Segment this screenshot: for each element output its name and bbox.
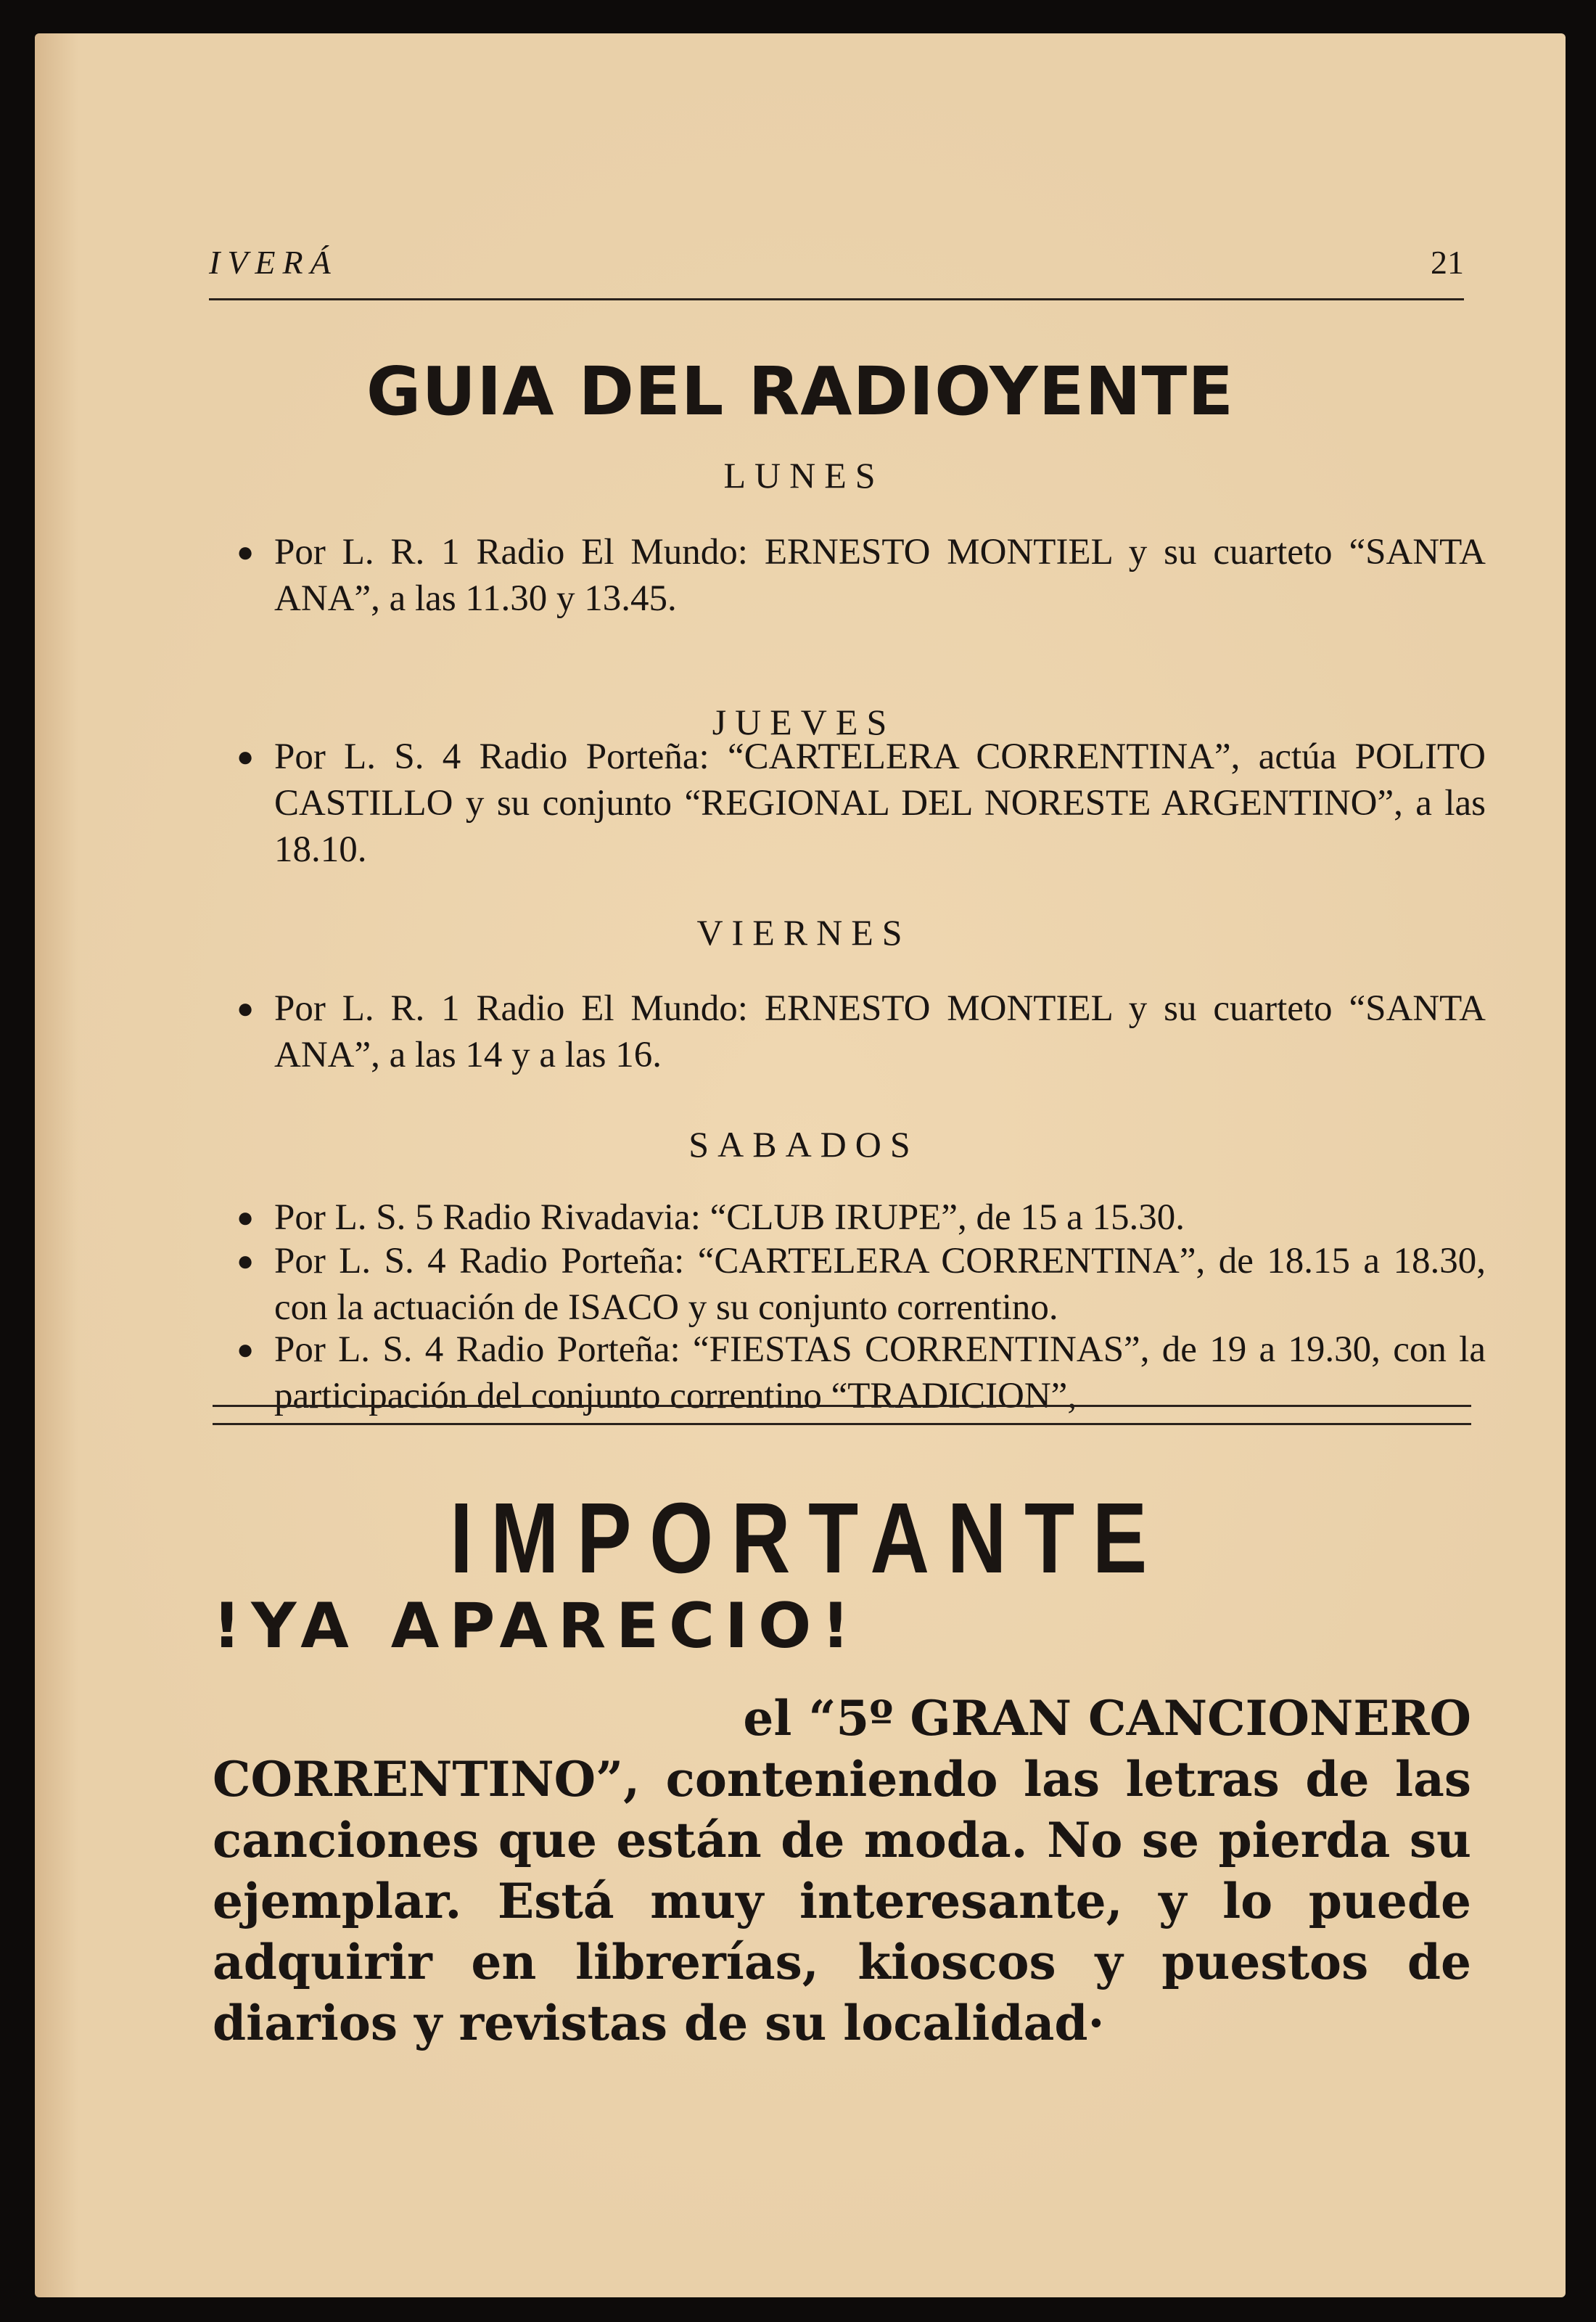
list-item <box>236 734 1486 873</box>
bullet-icon: ● <box>236 740 255 773</box>
divider-rule <box>213 1423 1471 1425</box>
notice-lead: el “5º GRAN CANCIONERO <box>743 1690 1471 1747</box>
entry-text: Por L. S. 4 Radio Porteña: “CARTELERA CORRENTINA”, actúa POLITO CASTILLO y su conjunto “REGIONAL DEL NORESTE ARGENTINO”, a las 18.10. <box>274 737 1486 870</box>
day-heading-viernes: VIERNES <box>696 912 911 953</box>
guide-title: GUIA DEL RADIOYENTE <box>366 353 1235 430</box>
notice-body <box>213 1688 1471 2054</box>
bullet-icon: ● <box>236 1201 255 1234</box>
divider-rule <box>213 1405 1471 1407</box>
list-item <box>236 1194 1486 1241</box>
bullet-icon: ● <box>236 1244 255 1277</box>
list-item <box>236 985 1486 1078</box>
entry-text: Por L. R. 1 Radio El Mundo: ERNESTO MONTIEL y su cuarteto “SANTA ANA”, a las 11.30 y 13.45. <box>274 532 1486 619</box>
list-item <box>236 529 1486 622</box>
bullet-icon: ● <box>236 992 255 1025</box>
entry-text: Por L. S. 4 Radio Porteña: “FIESTAS CORRENTINAS”, de 19 a 19.30, con la participación del conjunto correntino “TRADICION”, <box>274 1329 1486 1416</box>
notice-heading: IMPORTANTE <box>450 1482 1165 1594</box>
notice-text: CORRENTINO”, conteniendo las letras de las canciones que están de moda. No se pierda su ejemplar. Está muy interesante, y lo puede adquirir en librerías, kioscos y puestos de diarios y revistas de su localidad· <box>213 1751 1471 2051</box>
entry-text: Por L. S. 5 Radio Rivadavia: “CLUB IRUPE”, de 15 a 15.30. <box>274 1197 1185 1238</box>
day-heading-sabados: SABADOS <box>688 1124 919 1165</box>
book-page <box>35 33 1566 2297</box>
page-header <box>209 240 1464 300</box>
entry-text: Por L. R. 1 Radio El Mundo: ERNESTO MONTIEL y su cuarteto “SANTA ANA”, a las 14 y a las 16. <box>274 988 1486 1075</box>
bullet-icon: ● <box>236 536 255 568</box>
bullet-icon: ● <box>236 1333 255 1366</box>
notice-subheading: !YA APARECIO! <box>213 1590 860 1662</box>
entry-text: Por L. S. 4 Radio Porteña: “CARTELERA CORRENTINA”, de 18.15 a 18.30, con la actuación de ISACO y su conjunto correntino. <box>274 1241 1486 1328</box>
day-heading-lunes: LUNES <box>723 455 884 496</box>
list-item <box>236 1238 1486 1331</box>
running-head: IVERÁ <box>209 244 338 281</box>
day-heading-jueves: JUEVES <box>712 702 896 742</box>
page-number: 21 <box>1431 244 1464 281</box>
